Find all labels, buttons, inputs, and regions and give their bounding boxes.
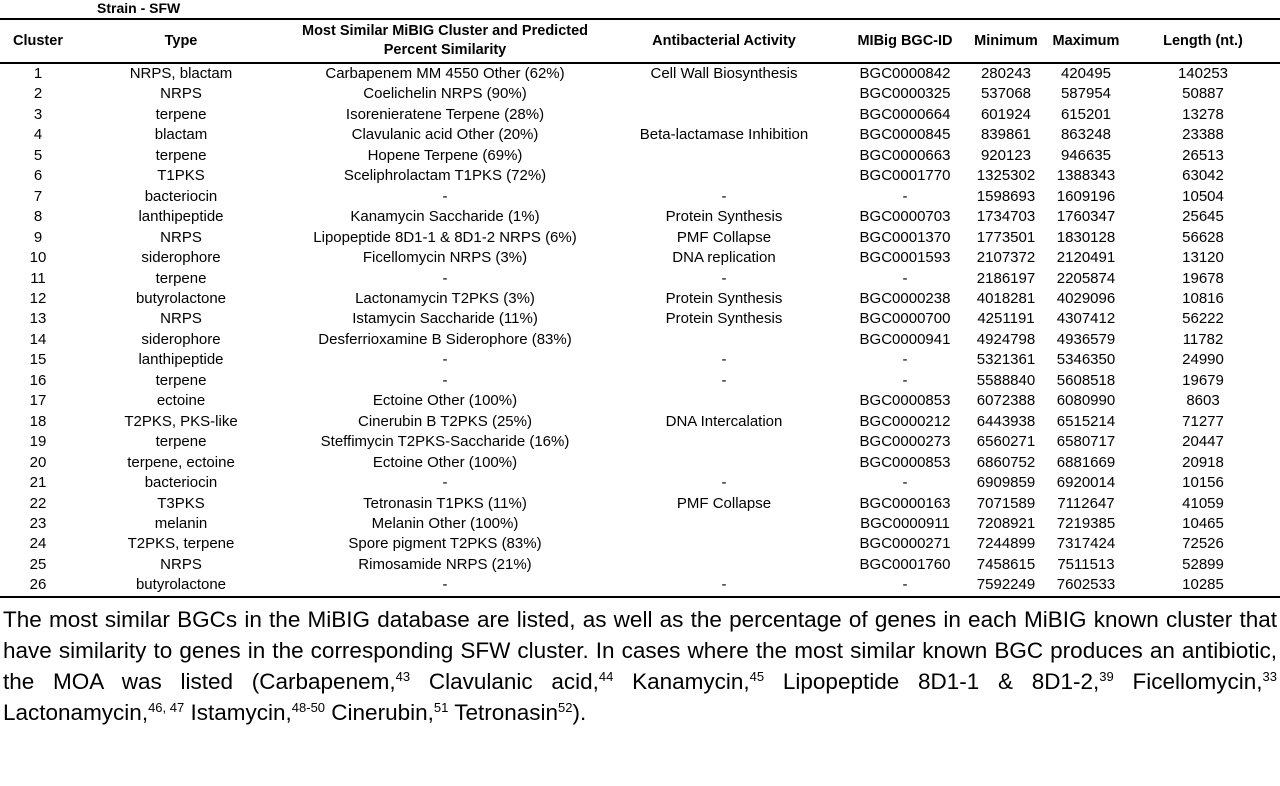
strain-label: Strain - SFW xyxy=(97,0,181,16)
cell-length: 25645 xyxy=(1182,208,1224,226)
cell-most-similar: Carbapenem MM 4550 Other (62%) xyxy=(325,65,565,82)
cell-maximum: 6881669 xyxy=(1056,453,1116,471)
table-row xyxy=(0,391,1280,411)
cell-type: siderophore xyxy=(141,249,221,267)
cell-maximum: 6920014 xyxy=(1056,474,1116,492)
cell-type: NRPS xyxy=(160,228,202,246)
cell-bgc-id: BGC0001593 xyxy=(859,249,951,267)
cell-most-similar: Clavulanic acid Other (20%) xyxy=(351,126,539,144)
cell-antibacterial-activity xyxy=(604,555,844,575)
caption-ref-name: Tetronasin xyxy=(454,700,558,725)
caption-ref-citation: 44 xyxy=(598,669,614,684)
cell-bgc-id: BGC0000238 xyxy=(859,289,951,307)
cell-most-similar: Isorenieratene Terpene (28%) xyxy=(345,105,545,123)
cell-antibacterial-activity xyxy=(604,534,844,554)
cell-cluster: 18 xyxy=(29,412,47,430)
cell-length: 13278 xyxy=(1182,105,1224,123)
cell-cluster: 1 xyxy=(33,65,43,82)
cell-cluster: 10 xyxy=(29,249,47,267)
caption-ref-name: Ficellomycin, xyxy=(1132,669,1263,694)
cell-cluster: 24 xyxy=(29,535,47,553)
table-row xyxy=(0,514,1280,534)
cell-maximum: 1388343 xyxy=(1056,167,1116,185)
cell-maximum: 420495 xyxy=(1060,65,1112,82)
cell-maximum: 1830128 xyxy=(1056,228,1116,246)
cell-length: 72526 xyxy=(1182,535,1224,553)
cell-type: terpene xyxy=(155,269,207,287)
table-row xyxy=(0,248,1280,268)
cell-antibacterial-activity: DNA replication xyxy=(672,249,776,267)
cell-minimum: 5321361 xyxy=(976,351,1036,369)
cell-antibacterial-activity xyxy=(604,453,844,473)
cell-length: 24990 xyxy=(1182,351,1224,369)
cell-length: 20918 xyxy=(1182,453,1224,471)
cell-antibacterial-activity: - xyxy=(721,269,727,287)
table-row xyxy=(0,63,1280,84)
cell-bgc-id: BGC0000853 xyxy=(859,392,951,410)
cell-type: lanthipeptide xyxy=(138,351,224,369)
cell-bgc-id: BGC0001770 xyxy=(859,167,951,185)
cell-antibacterial-activity: PMF Collapse xyxy=(676,494,772,512)
cell-cluster: 13 xyxy=(29,310,47,328)
cell-maximum: 7112647 xyxy=(1057,494,1115,512)
cell-maximum: 7602533 xyxy=(1046,575,1126,596)
table-row xyxy=(0,555,1280,575)
table-row xyxy=(0,269,1280,289)
cell-cluster: 17 xyxy=(29,392,47,410)
cell-bgc-id: BGC0000664 xyxy=(859,105,951,123)
cell-maximum: 5346350 xyxy=(1056,351,1116,369)
cell-type: blactam xyxy=(154,126,208,144)
cell-antibacterial-activity: Beta-lactamase Inhibition xyxy=(639,126,809,144)
table-body xyxy=(0,63,1280,597)
cell-type: terpene xyxy=(155,433,207,451)
cell-bgc-id: - xyxy=(902,371,908,389)
cell-type: NRPS xyxy=(160,85,202,103)
caption-outro: ). xyxy=(572,700,587,725)
cell-length: 23388 xyxy=(1182,126,1224,144)
cell-type: terpene, ectoine xyxy=(127,453,235,471)
cell-cluster: 26 xyxy=(0,575,76,596)
cell-most-similar: - xyxy=(286,575,604,596)
cell-cluster: 19 xyxy=(29,433,47,451)
table-row xyxy=(0,534,1280,554)
table-row xyxy=(0,432,1280,452)
table-row xyxy=(0,105,1280,125)
cell-cluster: 20 xyxy=(29,453,47,471)
cell-bgc-id: BGC0000271 xyxy=(859,535,951,553)
cell-cluster: 9 xyxy=(33,228,43,246)
cell-antibacterial-activity xyxy=(604,330,844,350)
cell-maximum: 946635 xyxy=(1060,146,1112,164)
cell-type: NRPS xyxy=(160,310,202,328)
cell-bgc-id: BGC0000663 xyxy=(859,146,951,164)
cell-maximum: 4029096 xyxy=(1056,289,1116,307)
table-row xyxy=(0,473,1280,493)
cell-cluster: 7 xyxy=(33,187,43,205)
cell-antibacterial-activity xyxy=(604,84,844,104)
cell-type: ectoine xyxy=(156,392,206,410)
cell-minimum: 6560271 xyxy=(976,433,1036,451)
header-cluster: Cluster xyxy=(0,19,76,63)
cell-antibacterial-activity: Protein Synthesis xyxy=(665,289,783,307)
cell-maximum: 2120491 xyxy=(1056,249,1116,267)
table-row xyxy=(0,494,1280,514)
caption-intro: The most similar BGCs in the MiBIG database are listed, as well as the percentage of genes in each MiBIG known cluster that have similarity to genes in the corresponding SFW cluster. In cases where the most similar known BGC produces an antibiotic, the MOA was listed ( xyxy=(3,607,1277,694)
caption-ref-name: Clavulanic acid, xyxy=(428,669,599,694)
cell-most-similar: Cinerubin B T2PKS (25%) xyxy=(358,412,532,430)
cell-type: siderophore xyxy=(141,330,221,348)
header-minimum: Minimum xyxy=(966,19,1046,63)
cell-bgc-id: BGC0000325 xyxy=(859,85,951,103)
cell-cluster: 21 xyxy=(29,474,47,492)
cell-cluster: 16 xyxy=(29,371,47,389)
cell-most-similar: - xyxy=(442,371,448,389)
cell-cluster: 6 xyxy=(33,167,43,185)
caption-ref-citation: 46, 47 xyxy=(148,700,185,715)
cell-minimum: 6443938 xyxy=(976,412,1036,430)
caption-ref-name: Carbapenem, xyxy=(259,669,396,694)
caption-ref-name: Kanamycin, xyxy=(632,669,750,694)
cell-most-similar: Melanin Other (100%) xyxy=(371,514,519,532)
cell-most-similar: Ectoine Other (100%) xyxy=(372,453,518,471)
cell-cluster: 12 xyxy=(29,289,47,307)
table-row xyxy=(0,289,1280,309)
header-most-similar: Most Similar MiBIG Cluster and Predicted Percent Similarity xyxy=(286,19,604,63)
cell-minimum: 7592249 xyxy=(966,575,1046,596)
caption-ref-citation: 33 xyxy=(1262,669,1277,684)
table-row xyxy=(0,371,1280,391)
cell-minimum: 280243 xyxy=(980,65,1032,82)
cell-maximum: 587954 xyxy=(1060,85,1112,103)
cell-maximum: 6580717 xyxy=(1056,433,1116,451)
cell-length: 52899 xyxy=(1182,555,1224,573)
table-row xyxy=(0,350,1280,370)
cell-cluster: 14 xyxy=(29,330,47,348)
cell-antibacterial-activity xyxy=(604,166,844,186)
table-row xyxy=(0,330,1280,350)
table-row xyxy=(0,125,1280,145)
cell-most-similar: - xyxy=(442,187,448,205)
caption-ref-name: Lipopeptide 8D1-1 & 8D1-2, xyxy=(782,669,1100,694)
cell-cluster: 22 xyxy=(29,494,47,512)
cell-minimum: 7208921 xyxy=(976,514,1036,532)
cell-antibacterial-activity xyxy=(604,391,844,411)
table-header xyxy=(0,19,1280,63)
cell-minimum: 4018281 xyxy=(976,289,1036,307)
cell-type: terpene xyxy=(155,371,207,389)
cell-bgc-id: BGC0000212 xyxy=(859,412,951,430)
cell-type: NRPS xyxy=(160,555,202,573)
cell-antibacterial-activity: Protein Synthesis xyxy=(665,208,783,226)
cell-length: 56628 xyxy=(1182,228,1224,246)
cell-most-similar: Steffimycin T2PKS-Saccharide (16%) xyxy=(320,433,570,451)
cell-most-similar: - xyxy=(442,474,448,492)
header-antibacterial-activity: Antibacterial Activity xyxy=(604,19,844,63)
cell-length: 63042 xyxy=(1182,167,1224,185)
table-row xyxy=(0,412,1280,432)
cell-bgc-id: BGC0000911 xyxy=(860,514,950,532)
table-row xyxy=(0,146,1280,166)
cell-length: 19678 xyxy=(1182,269,1224,287)
cell-length: 19679 xyxy=(1182,371,1224,389)
cell-type: terpene xyxy=(155,105,207,123)
cell-minimum: 1325302 xyxy=(976,167,1036,185)
header-row xyxy=(0,19,1280,63)
cell-antibacterial-activity xyxy=(604,514,844,534)
cell-cluster: 4 xyxy=(33,126,43,144)
cell-minimum: 4251191 xyxy=(977,310,1035,328)
cell-maximum: 7317424 xyxy=(1056,535,1116,553)
caption-ref-citation: 43 xyxy=(395,669,411,684)
cell-cluster: 23 xyxy=(29,514,47,532)
header-type: Type xyxy=(76,19,286,63)
cell-maximum: 6515214 xyxy=(1056,412,1116,430)
cell-bgc-id: BGC0000941 xyxy=(859,330,951,348)
cell-maximum: 7219385 xyxy=(1056,514,1116,532)
cell-minimum: 920123 xyxy=(980,146,1032,164)
cell-most-similar: Kanamycin Saccharide (1%) xyxy=(350,208,540,226)
cell-length: 26513 xyxy=(1182,146,1224,164)
cell-most-similar: Lactonamycin T2PKS (3%) xyxy=(355,289,535,307)
cell-minimum: 7458615 xyxy=(976,555,1036,573)
cell-cluster: 8 xyxy=(33,208,43,226)
cell-antibacterial-activity: DNA Intercalation xyxy=(665,412,783,430)
cell-bgc-id: BGC0001760 xyxy=(859,555,951,573)
cell-bgc-id: BGC0000842 xyxy=(859,65,951,82)
cell-length: 10465 xyxy=(1182,514,1224,532)
cell-minimum: 1773501 xyxy=(976,228,1036,246)
cell-antibacterial-activity: - xyxy=(721,351,727,369)
table-row xyxy=(0,575,1280,596)
table-row xyxy=(0,207,1280,227)
cell-type: T2PKS, terpene xyxy=(127,535,235,553)
cell-maximum: 1760347 xyxy=(1056,208,1116,226)
cell-most-similar: Istamycin Saccharide (11%) xyxy=(352,310,538,328)
cell-antibacterial-activity xyxy=(604,146,844,166)
cell-minimum: 7071589 xyxy=(976,494,1036,512)
cell-type: butyrolactone xyxy=(76,575,286,596)
table-caption xyxy=(3,604,1277,728)
cell-minimum: 6072388 xyxy=(976,392,1036,410)
cell-minimum: 4924798 xyxy=(976,330,1036,348)
cell-bgc-id: BGC0001370 xyxy=(859,228,951,246)
cell-cluster: 11 xyxy=(30,269,46,287)
cell-maximum: 6080990 xyxy=(1056,392,1116,410)
cell-type: bacteriocin xyxy=(144,187,218,205)
header-maximum: Maximum xyxy=(1046,19,1126,63)
cell-maximum: 615201 xyxy=(1060,105,1112,123)
caption-ref-citation: 52 xyxy=(558,700,573,715)
cell-length: 56222 xyxy=(1182,310,1224,328)
caption-ref-citation: 51 xyxy=(433,700,449,715)
cell-antibacterial-activity: Protein Synthesis xyxy=(665,310,783,328)
cell-bgc-id: BGC0000163 xyxy=(859,494,951,512)
cell-minimum: 2107372 xyxy=(976,249,1036,267)
header-bgc-id: MIBig BGC-ID xyxy=(844,19,966,63)
cell-minimum: 1598693 xyxy=(976,187,1036,205)
caption-ref-name: Cinerubin, xyxy=(331,700,434,725)
cell-length: 10816 xyxy=(1182,289,1224,307)
cell-bgc-id: - xyxy=(844,575,966,596)
cell-length: 11782 xyxy=(1182,330,1224,348)
cell-maximum: 4307412 xyxy=(1056,310,1116,328)
table-row xyxy=(0,228,1280,248)
cell-antibacterial-activity xyxy=(604,105,844,125)
cell-type: butyrolactone xyxy=(135,289,227,307)
cell-antibacterial-activity: PMF Collapse xyxy=(676,228,772,246)
table-row xyxy=(0,166,1280,186)
cell-bgc-id: BGC0000853 xyxy=(859,453,951,471)
cell-type: T1PKS xyxy=(157,167,205,185)
cell-type: lanthipeptide xyxy=(138,208,224,226)
cell-type: terpene xyxy=(155,146,207,164)
table-row xyxy=(0,84,1280,104)
bgc-table xyxy=(0,18,1280,598)
cell-length: 10156 xyxy=(1182,474,1224,492)
cell-cluster: 25 xyxy=(29,555,47,573)
cell-minimum: 537068 xyxy=(980,85,1032,103)
cell-maximum: 5608518 xyxy=(1056,371,1116,389)
cell-cluster: 2 xyxy=(33,85,43,103)
cell-antibacterial-activity: - xyxy=(721,187,727,205)
table-row xyxy=(0,187,1280,207)
cell-type: bacteriocin xyxy=(144,474,218,492)
cell-minimum: 601924 xyxy=(980,105,1032,123)
cell-length: 20447 xyxy=(1182,433,1224,451)
cell-type: T3PKS xyxy=(157,494,205,512)
cell-antibacterial-activity: - xyxy=(604,575,844,596)
cell-minimum: 1734703 xyxy=(976,208,1036,226)
caption-ref-name: Lactonamycin, xyxy=(3,700,149,725)
table-row xyxy=(0,309,1280,329)
cell-most-similar: Desferrioxamine B Siderophore (83%) xyxy=(318,330,572,348)
cell-most-similar: Coelichelin NRPS (90%) xyxy=(363,85,527,103)
cell-most-similar: Ficellomycin NRPS (3%) xyxy=(362,249,528,267)
cell-length: 50887 xyxy=(1182,85,1224,103)
cell-length: 140253 xyxy=(1177,65,1229,82)
cell-most-similar: Rimosamide NRPS (21%) xyxy=(358,555,532,573)
cell-antibacterial-activity: - xyxy=(721,371,727,389)
cell-type: melanin xyxy=(154,514,208,532)
cell-cluster: 15 xyxy=(29,351,47,369)
cell-bgc-id: BGC0000845 xyxy=(859,126,951,144)
cell-most-similar: - xyxy=(442,351,448,369)
cell-type: NRPS, blactam xyxy=(129,65,233,82)
cell-length: 8603 xyxy=(1186,392,1220,410)
cell-antibacterial-activity: - xyxy=(721,474,727,492)
table-row xyxy=(0,453,1280,473)
cell-length: 10504 xyxy=(1182,187,1224,205)
cell-maximum: 2205874 xyxy=(1056,269,1116,287)
cell-most-similar: Tetronasin T1PKS (11%) xyxy=(363,494,527,512)
caption-ref-citation: 48-50 xyxy=(291,700,326,715)
cell-length: 10285 xyxy=(1126,575,1280,596)
cell-length: 71277 xyxy=(1182,412,1224,430)
cell-most-similar: Spore pigment T2PKS (83%) xyxy=(348,535,542,553)
cell-minimum: 5588840 xyxy=(976,371,1036,389)
cell-minimum: 7244899 xyxy=(976,535,1036,553)
cell-bgc-id: BGC0000273 xyxy=(859,433,951,451)
header-length: Length (nt.) xyxy=(1126,19,1280,63)
cell-cluster: 5 xyxy=(33,146,43,164)
cell-most-similar: Ectoine Other (100%) xyxy=(372,392,518,410)
cell-maximum: 1609196 xyxy=(1056,187,1116,205)
cell-most-similar: Hopene Terpene (69%) xyxy=(367,146,523,164)
cell-minimum: 6860752 xyxy=(976,453,1036,471)
cell-minimum: 6909859 xyxy=(976,474,1036,492)
cell-maximum: 7511513 xyxy=(1057,555,1115,573)
cell-bgc-id: - xyxy=(902,351,908,369)
cell-type: T2PKS, PKS-like xyxy=(124,412,238,430)
cell-length: 13120 xyxy=(1182,249,1224,267)
cell-most-similar: Lipopeptide 8D1-1 & 8D1-2 NRPS (6%) xyxy=(313,228,577,246)
cell-antibacterial-activity: Cell Wall Biosynthesis xyxy=(650,65,798,82)
cell-antibacterial-activity xyxy=(604,432,844,452)
caption-ref-citation: 45 xyxy=(749,669,765,684)
cell-bgc-id: - xyxy=(902,474,908,492)
caption-ref-name: Istamycin, xyxy=(190,700,292,725)
cell-maximum: 4936579 xyxy=(1056,330,1116,348)
cell-minimum: 2186197 xyxy=(976,269,1036,287)
cell-minimum: 839861 xyxy=(980,126,1032,144)
cell-bgc-id: BGC0000700 xyxy=(859,310,951,328)
caption-ref-citation: 39 xyxy=(1099,669,1114,684)
cell-bgc-id: BGC0000703 xyxy=(859,208,951,226)
cell-maximum: 863248 xyxy=(1060,126,1112,144)
cell-most-similar: Sceliphrolactam T1PKS (72%) xyxy=(343,167,547,185)
cell-most-similar: - xyxy=(442,269,448,287)
cell-bgc-id: - xyxy=(902,187,908,205)
cell-bgc-id: - xyxy=(902,269,908,287)
cell-cluster: 3 xyxy=(33,105,43,123)
cell-length: 41059 xyxy=(1182,494,1224,512)
